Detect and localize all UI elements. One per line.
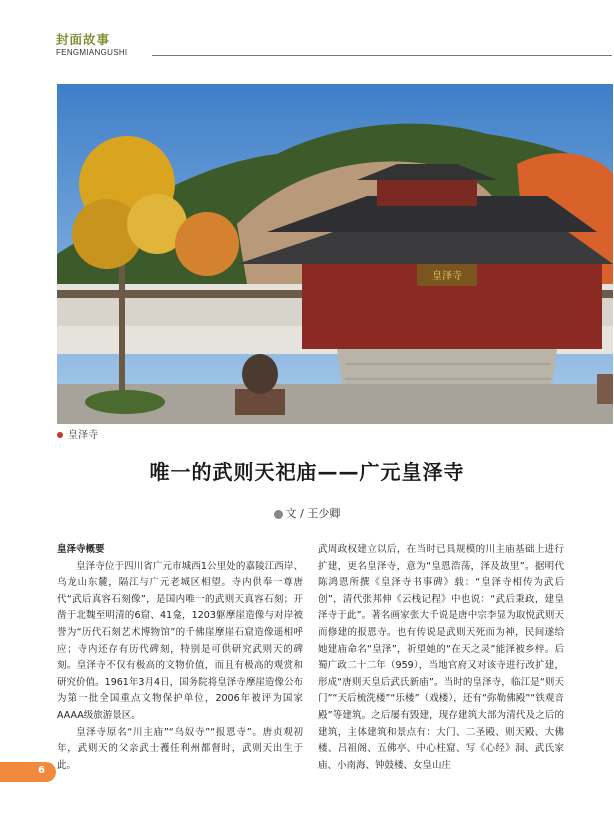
paragraph: 皇泽寺位于四川省广元市城西1公里处的嘉陵江西岸、乌龙山东麓，隔江与广元老城区相望。寺内供奉一尊唐代“武后真容石刻像”，是国内唯一的武则天真容石刻；开凿于北魏至明清的6窟、41龛，1203躯摩崖造像与对岸被誉为“历代石刻艺术博物馆”的千佛崖摩崖石窟造像遥相呼应；寺内还存有历代碑刻，特别是可供研究武则天的碑刻。皇泽寺不仅有极高的文物价值，而且有极高的观赏和研究价值。1961年3月4日，国务院将皇泽寺摩崖造像公布为第一批全国重点文物保护单位，2006年被评为国家AAAA级旅游景区。 bbox=[57, 560, 303, 721]
caption-bullet-icon bbox=[57, 432, 63, 438]
temple-illustration bbox=[57, 84, 613, 424]
temple-photo bbox=[57, 84, 613, 424]
photo-caption bbox=[57, 426, 98, 441]
paragraph: 皇泽寺原名“川主庙”“乌奴寺”“报恩寺”。唐贞观初年，武则天的父亲武士彟任利州都督时，武则天出生于此。 bbox=[57, 726, 303, 771]
byline bbox=[0, 505, 614, 521]
author-bullet-icon bbox=[274, 510, 283, 519]
caption-text: 皇泽寺 bbox=[68, 430, 98, 441]
paragraph: 武周政权建立以后，在当时已具规模的川主庙基础上进行扩建，更名皇泽寺，意为“皇恩浩荡，泽及故里”。据明代陈鸿恩所撰《皇泽寺书事碑》载：“皇泽寺相传为武后创”，清代张邦伸《云栈记程》中也说：“武后秉政，建皇泽寺于此”。著名画家张大千说是唐中宗李显为取悦武则天而修建的报恩寺。也有传说是武则天死而为神，民间遂给她建庙命名“皇泽”，祈望她的“在天之灵”能泽被乡梓。后蜀广政二十二年（959），当地官府又对该寺进行改扩建，形成“唐则天皇后武氏新庙”。当时的皇泽寺，临江是“则天门”“天后梳洗楼”“乐楼”（戏楼），还有“弥勒佛殿”“铁观音殿”等建筑。之后屡有毁建，现存建筑大部为清代及之后的建筑，主体建筑和景点有：大门、二圣殿、则天殿、大佛楼、吕祖阁、五佛亭、中心柱窟、写《心经》洞、武氏家庙、小南海、钟鼓楼、女皇山庄 bbox=[318, 544, 564, 771]
hall-plaque: 皇泽寺 bbox=[432, 271, 462, 282]
page-header bbox=[56, 30, 612, 64]
page-number: 6 bbox=[38, 765, 45, 776]
section-pinyin: FENGMIANGUSHI bbox=[56, 48, 128, 57]
section-title: 封面故事 bbox=[56, 32, 111, 47]
section-heading: 皇泽寺概要 bbox=[57, 544, 105, 555]
byline-text: 文 / 王少卿 bbox=[285, 507, 341, 520]
article-column-right bbox=[318, 542, 564, 774]
page-number-tab bbox=[0, 762, 56, 782]
article-title: 唯一的武则天祀庙——广元皇泽寺 bbox=[149, 460, 465, 484]
article-column-left bbox=[57, 542, 303, 774]
header-divider bbox=[152, 55, 612, 56]
